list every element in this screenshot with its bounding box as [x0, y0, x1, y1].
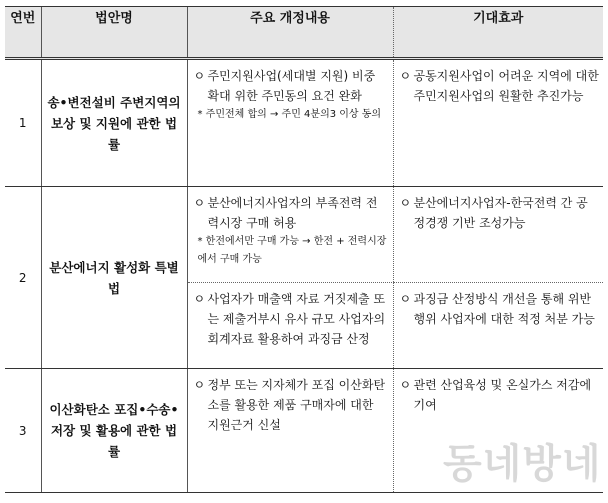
- row-number: 1: [5, 59, 41, 187]
- effects-cell: [393, 187, 603, 283]
- list-item: [194, 375, 389, 435]
- law-name: 이산화탄소 포집•수송•저장 및 활용에 관한 법률: [41, 369, 187, 493]
- effect-text: 분산에너지사업자-한국전력 간 공정경쟁 기반 조성가능: [413, 196, 588, 230]
- bullet-icon: ㅇ: [193, 196, 206, 210]
- bullet-icon: ㅇ: [193, 69, 206, 83]
- effect-text: 과징금 산정방식 개선을 통해 위반행위 사업자에 대한 적정 처분 가능: [413, 292, 595, 326]
- header-effects: 기대효과: [393, 7, 603, 59]
- change-text: 분산에너지사업자의 부족전력 전력시장 구매 허용: [207, 196, 378, 230]
- changes-cell: [187, 59, 393, 187]
- bullet-icon: ㅇ: [193, 378, 206, 392]
- list-item: [194, 193, 389, 233]
- change-text: 주민지원사업(세대별 지원) 비중 확대 위한 주민동의 요건 완화: [207, 69, 376, 103]
- effects-cell: [393, 59, 603, 187]
- row-number: 3: [5, 369, 41, 493]
- note-text: * 한전에서만 구매 가능 → 한전 + 전력시장에서 구매 가능: [197, 236, 387, 265]
- header-row: [5, 7, 603, 59]
- watermark-logo: 동네방네: [443, 441, 602, 487]
- list-item: [400, 375, 600, 415]
- bullet-icon: ㅇ: [193, 292, 206, 306]
- change-text: 정부 또는 지자체가 포집 이산화탄소를 활용한 제품 구매자에 대한 지원근거 신설: [207, 378, 386, 432]
- list-item: [194, 66, 389, 106]
- table-row: [5, 59, 603, 187]
- list-item: [400, 66, 600, 106]
- header-changes: 주요 개정내용: [187, 7, 393, 59]
- law-table: [5, 6, 603, 493]
- changes-cell: [187, 187, 393, 283]
- changes-cell: [187, 369, 393, 493]
- note-text: * 주민전체 합의 → 주민 4분의3 이상 동의: [197, 109, 382, 120]
- effect-text: 공동지원사업이 어려운 지역에 대한 주민지원사업의 원활한 추진가능: [413, 69, 599, 103]
- effects-cell: [393, 283, 603, 369]
- bullet-icon: ㅇ: [399, 292, 412, 306]
- table-row: [5, 187, 603, 283]
- bullet-icon: ㅇ: [399, 196, 412, 210]
- header-no: 연번: [5, 7, 41, 59]
- header-law-name: 법안명: [41, 7, 187, 59]
- changes-cell: [187, 283, 393, 369]
- bullet-icon: ㅇ: [399, 378, 412, 392]
- change-text: 사업자가 매출액 자료 거짓제출 또는 제출거부시 유사 규모 사업자의 회계자료 활용하여 과징금 산정: [207, 292, 386, 346]
- law-name: 분산에너지 활성화 특별법: [41, 187, 187, 369]
- law-name: 송•변전설비 주변지역의 보상 및 지원에 관한 법률: [41, 59, 187, 187]
- effect-text: 관련 산업육성 및 온실가스 저감에 기여: [413, 378, 592, 412]
- row-number: 2: [5, 187, 41, 369]
- bullet-icon: ㅇ: [399, 69, 412, 83]
- list-item: [400, 289, 600, 329]
- list-item: [400, 193, 600, 233]
- list-item: [194, 289, 389, 349]
